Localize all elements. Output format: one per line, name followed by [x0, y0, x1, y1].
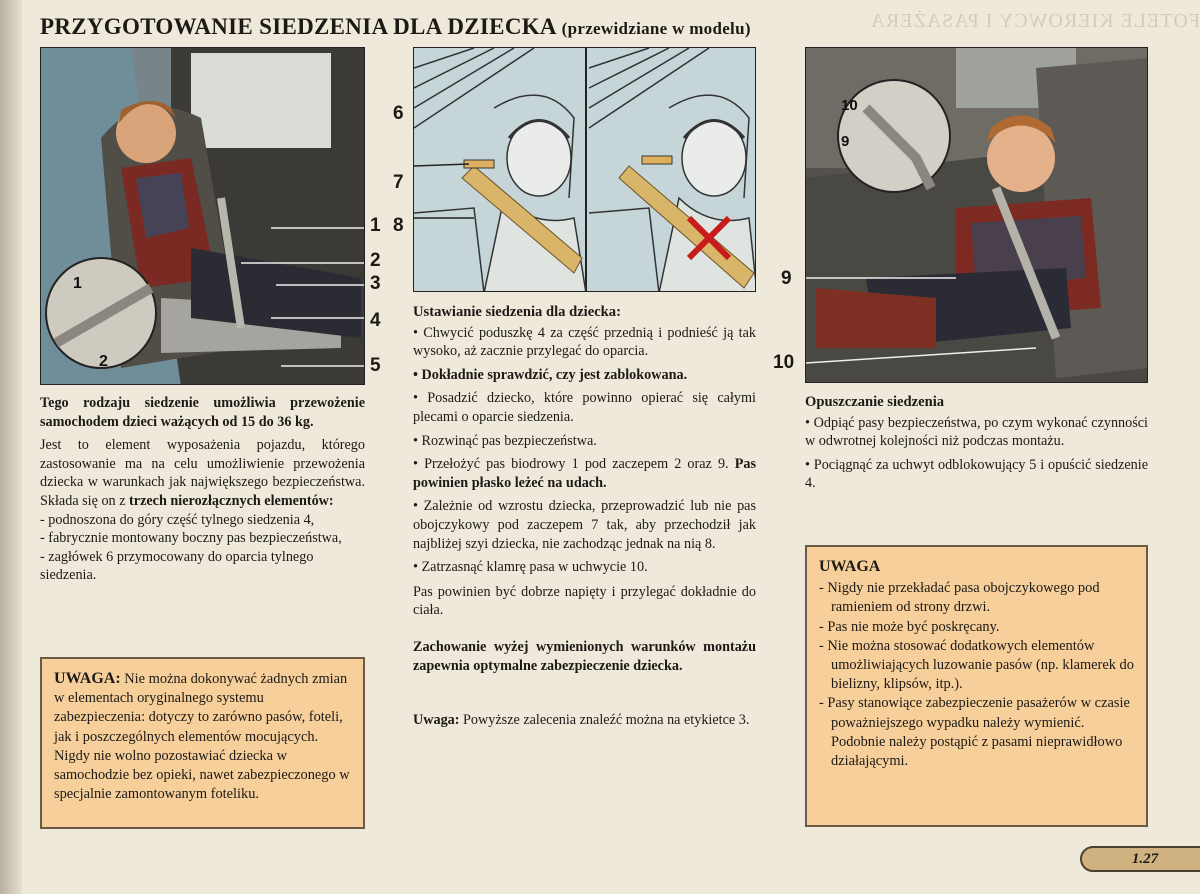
page-number-tab: 1.27 [1080, 846, 1200, 872]
right-warning-box [805, 545, 1148, 827]
callout-8: 8 [393, 215, 404, 236]
left-item-3: - zagłówek 6 przymocowany do oparcia tylnego siedzenia. [40, 548, 314, 584]
mid-step-5-bold: Pas powinien płasko leżeć na udach. [413, 456, 756, 491]
page-title-main: PRZYGOTOWANIE SIEDZENIA DLA DZIECKA [40, 14, 556, 39]
callout-9: 9 [781, 268, 792, 289]
left-warning-box [40, 657, 365, 829]
callout-6: 6 [393, 103, 404, 124]
callout-2: 2 [370, 250, 381, 271]
right-warning-1: - Nigdy nie przekładać pasa obojczykowego pod ramieniem od strony drzwi. [819, 580, 1100, 616]
callout-7: 7 [393, 172, 404, 193]
right-warning-title: UWAGA [819, 558, 881, 575]
right-warning-3: - Nie można stosować dodatkowych elementów umożliwiających luzowanie pasów (np. klamerek do bielizny, klipsów, itp.). [819, 637, 1134, 693]
right-step-2: • Pociągnąć za uchwyt odblokowujący 5 i opuścić siedzenie 4. [805, 456, 1148, 492]
mid-note [413, 711, 756, 730]
mid-step-5 [413, 455, 756, 492]
left-para-text: Jest to element wyposażenia pojazdu, którego zastosowanie ma na celu umożliwienie przewożenia dziecka w warunkach jak największego bezpieczeństwa. Składa się on z [40, 437, 365, 509]
callout-5: 5 [370, 355, 381, 376]
callout-1: 1 [370, 215, 381, 236]
left-photo-child-seat [40, 47, 365, 385]
book-spine-shadow [0, 0, 22, 894]
middle-illustration-belt-position [413, 47, 756, 292]
right-text-column [805, 393, 1148, 498]
right-warning-list [819, 579, 1134, 771]
mid-step-2: • Dokładnie sprawdzić, czy jest zablokowana. [413, 366, 688, 383]
left-item-2: - fabrycznie montowany boczny pas bezpieczeństwa, [40, 530, 342, 547]
mid-step-4: • Rozwinąć pas bezpieczeństwa. [413, 432, 597, 449]
left-text-column [40, 394, 365, 590]
callout-10: 10 [773, 352, 795, 373]
mid-note-label: Uwaga: [413, 712, 460, 729]
mid-heading: Ustawianie siedzenia dla dziecka: [413, 304, 621, 320]
right-warning-4: - Pasy stanowiące zabezpieczenie pasażerów w czasie poważniejszego wypadku należy wymienić. Podobnie należy postąpić z pasami nieprawidłowo działającymi. [819, 695, 1130, 770]
mid-conclusion: Zachowanie wyżej wymienionych warunków montażu zapewnia optymalne zabezpieczenie dziecka. [413, 638, 756, 674]
left-inset-label-2: 2 [99, 353, 108, 370]
right-photo-child-seated [805, 47, 1148, 383]
left-warning-label: UWAGA: [54, 670, 121, 687]
left-item-1: - podnoszona do góry część tylnego siedzenia 4, [40, 511, 315, 528]
left-para [40, 436, 365, 510]
right-warning-2: - Pas nie może być poskręcany. [819, 618, 1000, 635]
bleed-through-heading: FOTELE KIEROWCY I PASAŻERA [869, 10, 1200, 32]
page-title [40, 14, 751, 40]
mid-step-5-text: • Przełożyć pas biodrowy 1 pod zaczepem 2 oraz 9. [413, 456, 729, 473]
mid-step-3: • Posadzić dziecko, które powinno opierać się całymi plecami o oparcie siedzenia. [413, 390, 756, 425]
mid-tension: Pas powinien być dobrze napięty i przylegać dokładnie do ciała. [413, 583, 756, 619]
mid-step-7: • Zatrzasnąć klamrę pasa w uchwycie 10. [413, 559, 648, 576]
page-title-note: (przewidziane w modelu) [561, 19, 751, 38]
right-inset-label-10: 10 [841, 97, 858, 114]
left-warning-text: Nie można dokonywać żadnych zmian w elementach oryginalnego systemu zabezpieczenia: dotyczy to zarówno pasów, foteli, jak i poszczególnych elementów mocujących. Nigdy nie wolno pozostawiać dziecka w samochodzie bez opieki, nawet zabezpieczonego w specjalnie zamontowanym foteliku. [54, 671, 350, 803]
mid-step-1: • Chwycić poduszkę 4 za część przednią i podnieść ją tak wysoko, aż zacznie przylegać do oparcia. [413, 324, 756, 360]
mid-note-text: Powyższe zalecenia znaleźć można na etykietce 3. [459, 712, 750, 729]
left-para-bold: trzech nierozłącznych elementów: [129, 492, 334, 509]
right-step-1: • Odpiąć pasy bezpieczeństwa, po czym wykonać czynności w odwrotnej kolejności niż podczas montażu. [805, 414, 1148, 450]
right-inset-label-9: 9 [841, 133, 850, 150]
mid-step-6: • Zależnie od wzrostu dziecka, przeprowadzić lub nie pas obojczykowy pod zaczepem 7 tak, aby przechodził jak najbliżej szyi dziecka, nie zachodząc jednak na nią 8. [413, 498, 756, 552]
callout-4: 4 [370, 310, 381, 331]
left-inset-label-1: 1 [73, 275, 82, 292]
callout-3: 3 [370, 273, 381, 294]
left-intro: Tego rodzaju siedzenie umożliwia przewożenie samochodem dzieci ważących od 15 do 36 kg. [40, 395, 365, 430]
right-heading: Opuszczanie siedzenia [805, 394, 945, 410]
middle-text-column [413, 303, 756, 735]
